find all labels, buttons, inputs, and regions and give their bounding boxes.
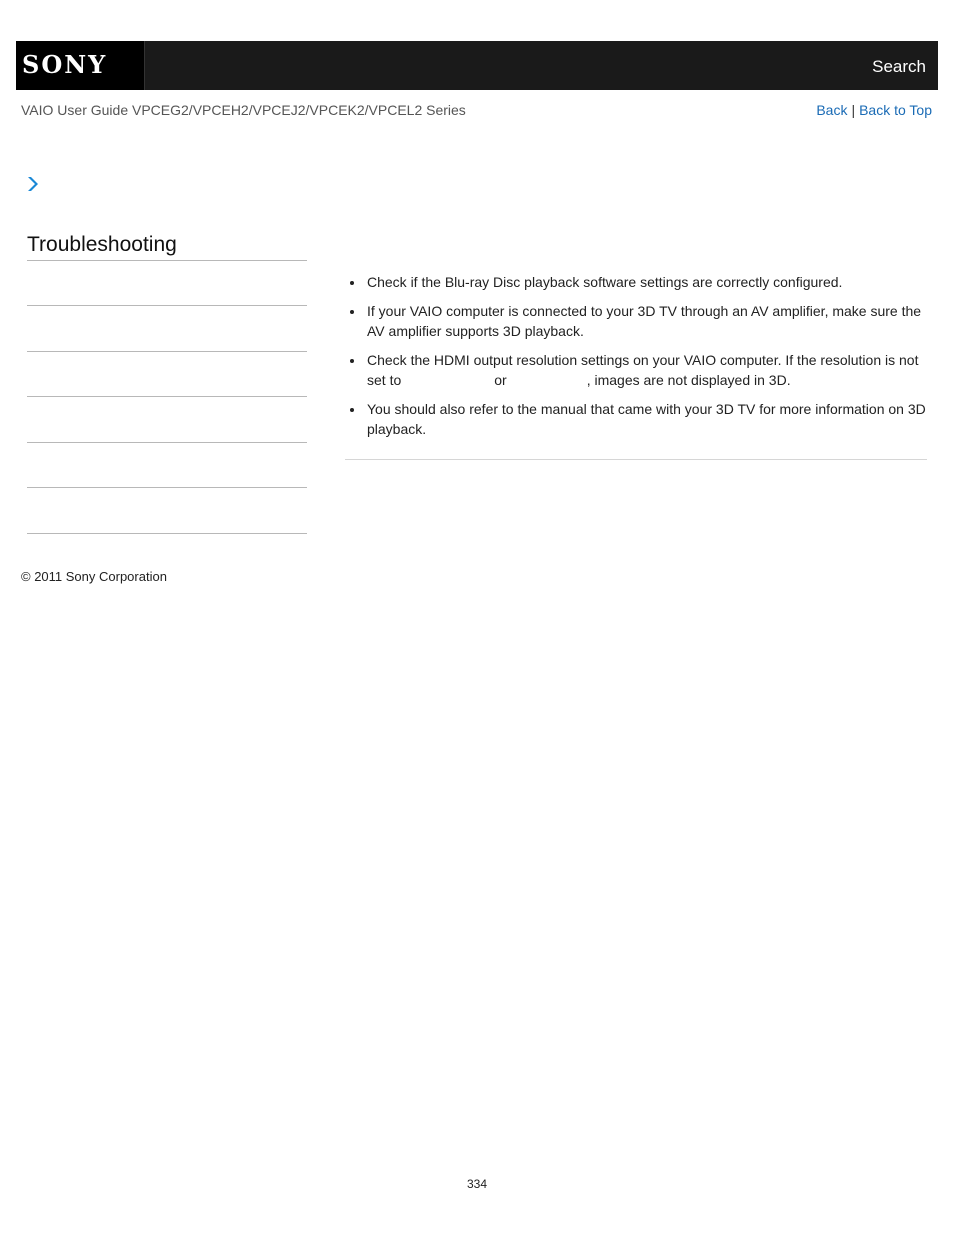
content-divider: [345, 459, 927, 460]
sidebar-divider: [27, 260, 307, 261]
nav-separator: |: [851, 102, 856, 118]
sidebar-divider: [27, 533, 307, 534]
sony-logo[interactable]: [16, 41, 145, 90]
back-to-top-link[interactable]: Back to Top: [859, 102, 932, 118]
copyright: © 2011 Sony Corporation: [21, 569, 167, 584]
list-item-text: or: [494, 372, 507, 388]
sony-logo-text: SONY: [22, 50, 108, 79]
sidebar-divider: [27, 396, 307, 397]
list-item: You should also refer to the manual that came with your 3D TV for more information on 3D playback.: [345, 399, 927, 439]
list-item: [345, 350, 927, 390]
sidebar-divider: [27, 305, 307, 306]
list-item: Check if the Blu-ray Disc playback software settings are correctly configured.: [345, 272, 927, 292]
page-number: 334: [466, 1177, 488, 1191]
list-item-text: , images are not displayed in 3D.: [586, 372, 791, 388]
chevron-right-icon[interactable]: [26, 176, 40, 192]
nav-links: [816, 102, 932, 118]
guide-title: VAIO User Guide VPCEG2/VPCEH2/VPCEJ2/VPCEK2/VPCEL2 Series: [21, 102, 466, 118]
list-item-text: Check the HDMI output resolution settings on your VAIO computer. If the resolution is not set to: [367, 352, 919, 388]
sidebar-divider: [27, 351, 307, 352]
back-link[interactable]: Back: [816, 102, 848, 118]
header-bar: [16, 41, 938, 90]
sidebar-title[interactable]: Troubleshooting: [27, 233, 177, 256]
list-item: If your VAIO computer is connected to your 3D TV through an AV amplifier, make sure the AV amplifier supports 3D playback.: [345, 301, 927, 341]
sidebar-divider: [27, 442, 307, 443]
search-link[interactable]: Search: [872, 57, 926, 76]
sidebar-divider: [27, 487, 307, 488]
content-list: [345, 272, 927, 448]
